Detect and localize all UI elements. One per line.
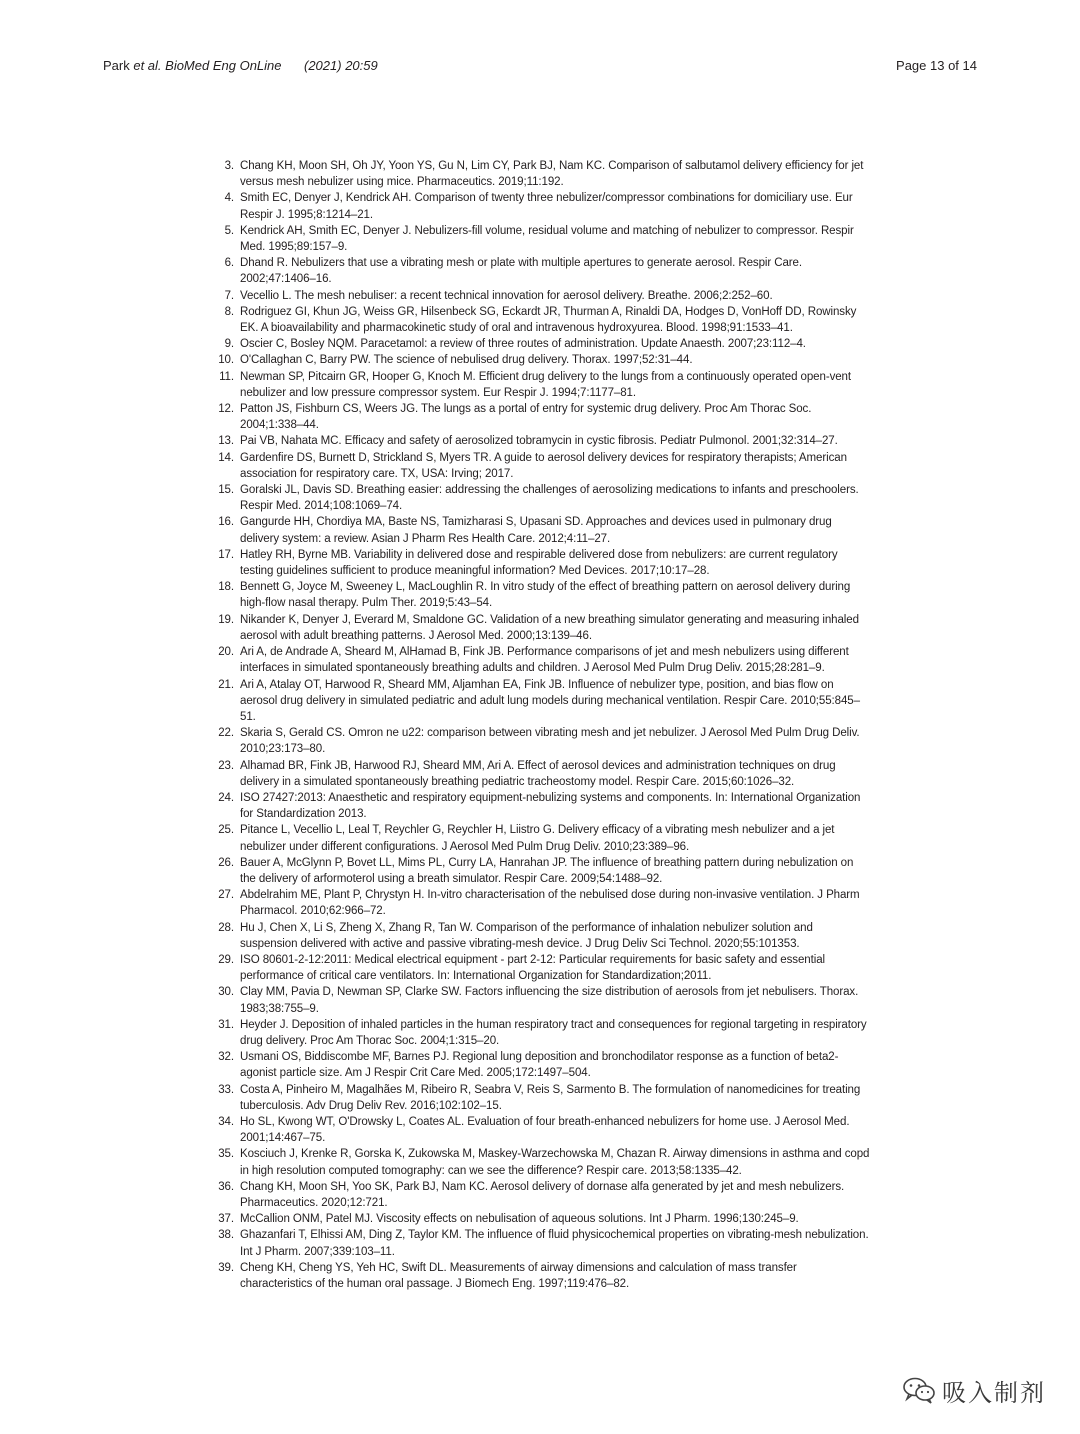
reference-text: O'Callaghan C, Barry PW. The science of nebulised drug delivery. Thorax. 1997;52:31–44. (240, 354, 693, 367)
reference-text: Hu J, Chen X, Li S, Zheng X, Zhang R, Tan W. Comparison of the performance of inhalation nebulizer solution and suspension delivered with active and passive vibrating-mesh device. J Drug Deliv Sci Technol. 2020;55:101353. (240, 921, 813, 950)
reference-item (212, 1082, 872, 1114)
reference-text: Newman SP, Pitcairn GR, Hooper G, Knoch M. Efficient drug delivery to the lungs from a continuously operated open-vent nebulizer and low pressure compressor system. Eur Respir J. 1994;7:1177–81. (240, 370, 851, 399)
reference-text: Kosciuch J, Krenke R, Gorska K, Zukowska M, Maskey-Warzechowska M, Chazan R. Airway dimensions in asthma and copd in high resolution computed tomography: can we see the difference? Respir care. 2013;58:1335–42. (240, 1148, 870, 1177)
reference-item (212, 612, 872, 644)
reference-number: 16. (218, 516, 234, 529)
reference-text: ISO 80601-2-12:2011: Medical electrical equipment - part 2-12: Particular requirements for basic safety and essential performance of critical care ventilators. In: International Organization for Standardization;2011. (240, 953, 825, 983)
reference-item (212, 822, 872, 854)
reference-number: 12. (218, 403, 234, 416)
reference-text: Abdelrahim ME, Plant P, Chrystyn H. In-vitro characterisation of the nebulised dose during non-invasive ventilation. J Pharm Pharmacol. 2010;62:966–72. (240, 889, 860, 918)
reference-text: Hatley RH, Byrne MB. Variability in delivered dose and respirable delivered dose from nebulizers: are current regulatory testing guidelines sufficient to produce meaningful information? Med Devices. 2017;10:17–28. (240, 548, 838, 578)
journal-volume: (2021) 20:59 (304, 58, 378, 73)
reference-item (212, 288, 872, 304)
journal-name: BioMed Eng OnLine (161, 58, 282, 73)
reference-number: 30. (218, 986, 234, 999)
reference-text: Chang KH, Moon SH, Yoo SK, Park BJ, Nam KC. Aerosol delivery of dornase alfa generated by jet and mesh nebulizers. Pharmaceutics. 2020;12:721. (240, 1180, 845, 1209)
reference-text: Costa A, Pinheiro M, Magalhães M, Ribeiro R, Seabra V, Reis S, Sarmento B. The formulation of nanomedicines for treating tuberculosis. Adv Drug Deliv Rev. 2016;102:102–15. (240, 1083, 861, 1112)
reference-item (212, 190, 872, 222)
reference-number: 4. (224, 192, 234, 205)
reference-number: 15. (218, 484, 234, 497)
wechat-icon (902, 1376, 936, 1404)
reference-number: 8. (224, 305, 234, 318)
reference-item (212, 1017, 872, 1049)
reference-text: Ho SL, Kwong WT, O'Drowsky L, Coates AL. Evaluation of four breath-enhanced nebulizers for home use. J Aerosol Med. 2001;14:467–75. (240, 1115, 850, 1145)
reference-text: Dhand R. Nebulizers that use a vibrating mesh or plate with multiple apertures to generate aerosol. Respir Care. 2002;47:1406–16. (240, 257, 802, 286)
reference-text: Oscier C, Bosley NQM. Paracetamol: a review of three routes of administration. Update Anaesth. 2007;23:112–4. (240, 338, 806, 351)
reference-item (212, 223, 872, 255)
reference-text: Chang KH, Moon SH, Oh JY, Yoon YS, Gu N, Lim CY, Park BJ, Nam KC. Comparison of salbutamol delivery efficiency for jet versus mesh nebulizer using mice. Pharmaceutics. 2019;11:192. (240, 160, 864, 189)
reference-number: 36. (218, 1180, 234, 1193)
reference-item (212, 369, 872, 401)
reference-text: Goralski JL, Davis SD. Breathing easier: addressing the challenges of aerosolizing medications to infants and preschoolers. Respir Med. 2014;108:1069–74. (240, 484, 859, 513)
watermark-text: 吸入制剂 (942, 1378, 1046, 1407)
reference-number: 13. (218, 435, 234, 448)
reference-item (212, 1146, 872, 1178)
reference-text: Bauer A, McGlynn P, Bovet LL, Mims PL, Curry LA, Hanrahan JP. The influence of breathing pattern during nebulization on the delivery of arformoterol using a breath simulator. Respir Care. 2009;54:1488–92. (240, 856, 854, 885)
reference-number: 31. (218, 1018, 234, 1031)
reference-item (212, 758, 872, 790)
reference-item (212, 887, 872, 919)
reference-text: McCallion ONM, Patel MJ. Viscosity effects on nebulisation of aqueous solutions. Int J Pharm. 1996;130:245–9. (240, 1213, 799, 1226)
reference-number: 25. (218, 824, 234, 837)
reference-item (212, 579, 872, 611)
reference-item (212, 855, 872, 887)
reference-item (212, 514, 872, 546)
reference-item (212, 984, 872, 1016)
reference-item (212, 1179, 872, 1211)
journal-authors: Park (103, 58, 134, 73)
reference-number: 9. (224, 338, 234, 351)
reference-text: Vecellio L. The mesh nebuliser: a recent technical innovation for aerosol delivery. Breathe. 2006;2:252–60. (240, 289, 773, 302)
reference-item (212, 450, 872, 482)
reference-number: 39. (218, 1261, 234, 1274)
reference-number: 7. (224, 289, 234, 302)
reference-number: 21. (218, 678, 234, 691)
reference-text: Skaria S, Gerald CS. Omron ne u22: comparison between vibrating mesh and jet nebulizer. J Aerosol Med Pulm Drug Deliv. 2010;23:173–80. (240, 727, 860, 756)
watermark (902, 1372, 1046, 1408)
reference-number: 11. (219, 370, 234, 383)
reference-item (212, 336, 872, 352)
reference-number: 32. (218, 1051, 234, 1064)
reference-number: 29. (218, 953, 234, 966)
reference-number: 37. (218, 1213, 234, 1226)
reference-number: 28. (218, 921, 234, 934)
page-header (103, 58, 977, 78)
reference-item (212, 482, 872, 514)
reference-item (212, 1049, 872, 1081)
reference-text: Clay MM, Pavia D, Newman SP, Clarke SW. Factors influencing the size distribution of aerosols from jet nebulisers. Thorax. 1983;38:755–9. (240, 986, 859, 1015)
reference-item (212, 547, 872, 579)
reference-text: Pitance L, Vecellio L, Leal T, Reychler G, Reychler H, Liistro G. Delivery efficacy of a vibrating mesh nebulizer and a jet nebulizer under different configurations. J Aerosol Med Pulm Drug Deliv. 2010;23:389–96. (240, 824, 835, 853)
reference-item (212, 401, 872, 433)
reference-number: 26. (218, 856, 234, 869)
reference-number: 24. (218, 791, 234, 804)
reference-text: Ari A, de Andrade A, Sheard M, AlHamad B, Fink JB. Performance comparisons of jet and mesh nebulizers using different interfaces in simulated spontaneously breathing adults and children. J Aerosol Med Pulm Drug Deliv. 2015;28:281–9. (240, 646, 849, 675)
reference-text: Patton JS, Fishburn CS, Weers JG. The lungs as a portal of entry for systemic drug delivery. Proc Am Thorac Soc. 2004;1:338–44. (240, 403, 812, 432)
reference-item (212, 255, 872, 287)
reference-number: 18. (218, 581, 234, 594)
reference-number: 19. (218, 613, 234, 626)
reference-number: 27. (218, 889, 234, 902)
reference-text: Heyder J. Deposition of inhaled particles in the human respiratory tract and consequences for regional targeting in respiratory drug delivery. Proc Am Thorac Soc. 2004;1:315–20. (240, 1018, 867, 1047)
reference-text: ISO 27427:2013: Anaesthetic and respiratory equipment-nebulizing systems and components. In: International Organization for Standardization 2013. (240, 791, 861, 821)
reference-text: Pai VB, Nahata MC. Efficacy and safety of aerosolized tobramycin in cystic fibrosis. Pediatr Pulmonol. 2001;32:314–27. (240, 435, 838, 448)
reference-item (212, 920, 872, 952)
reference-item (212, 644, 872, 676)
reference-item (212, 1114, 872, 1146)
page-number: Page 13 of 14 (896, 58, 977, 73)
reference-number: 10. (218, 354, 234, 367)
journal-etal: et al. (133, 58, 162, 73)
reference-item (212, 725, 872, 757)
reference-item (212, 433, 872, 449)
reference-item (212, 352, 872, 368)
reference-item (212, 677, 872, 726)
reference-number: 35. (218, 1148, 234, 1161)
reference-number: 34. (218, 1115, 234, 1128)
reference-number: 33. (218, 1083, 234, 1096)
reference-number: 3. (224, 160, 234, 172)
reference-text: Rodriguez GI, Khun JG, Weiss GR, Hilsenbeck SG, Eckardt JR, Thurman A, Rinaldi DA, Hodges D, VonHoff DD, Rowinsky EK. A bioavailability and pharmacokinetic study of oral and intravenous hydroxyurea. Blood. 1998;91:1533–41. (240, 305, 857, 335)
reference-number: 20. (218, 646, 234, 659)
reference-text: Bennett G, Joyce M, Sweeney L, MacLoughlin R. In vitro study of the effect of breathing pattern on aerosol delivery during high-flow nasal therapy. Pulm Ther. 2019;5:43–54. (240, 581, 851, 610)
reference-list (212, 158, 872, 1292)
reference-number: 22. (218, 727, 234, 740)
reference-text: Alhamad BR, Fink JB, Harwood RJ, Sheard MM, Ari A. Effect of aerosol devices and administration techniques on drug delivery in a simulated spontaneously breathing pediatric tracheostomy model. Respir Care. 2015;60:1026–32. (240, 759, 836, 788)
reference-text: Smith EC, Denyer J, Kendrick AH. Comparison of twenty three nebulizer/compressor combinations for domiciliary use. Eur Respir J. 1995;8:1214–21. (240, 192, 853, 221)
reference-text: Usmani OS, Biddiscombe MF, Barnes PJ. Regional lung deposition and bronchodilator response as a function of beta2-agonist particle size. Am J Respir Crit Care Med. 2005;172:1497–504. (240, 1051, 839, 1080)
reference-number: 17. (218, 548, 234, 561)
reference-item (212, 1260, 872, 1292)
reference-number: 38. (218, 1229, 234, 1242)
reference-text: Nikander K, Denyer J, Everard M, Smaldone GC. Validation of a new breathing simulator generating and measuring inhaled aerosol with adult breathing patterns. J Aerosol Med. 2000;13:139–46. (240, 613, 859, 642)
reference-item (212, 790, 872, 822)
reference-number: 6. (224, 257, 234, 270)
reference-number: 14. (218, 451, 234, 464)
reference-text: Gangurde HH, Chordiya MA, Baste NS, Tamizharasi S, Upasani SD. Approaches and devices used in pulmonary drug delivery system: a review. Asian J Pharm Res Health Care. 2012;4:11–27. (240, 516, 832, 545)
reference-item (212, 952, 872, 984)
reference-number: 5. (224, 224, 234, 237)
reference-item (212, 158, 872, 190)
journal-citation (103, 58, 282, 73)
reference-number: 23. (218, 759, 234, 772)
reference-item (212, 304, 872, 336)
reference-item (212, 1211, 872, 1227)
reference-text: Cheng KH, Cheng YS, Yeh HC, Swift DL. Measurements of airway dimensions and calculation of mass transfer characteristics of the human oral passage. J Biomech Eng. 1997;119:476–82. (240, 1261, 797, 1291)
reference-text: Ari A, Atalay OT, Harwood R, Sheard MM, Aljamhan EA, Fink JB. Influence of nebulizer type, position, and bias flow on aerosol drug delivery in simulated pediatric and adult lung models during mechanical ventilation. Respir Care. 2010;55:845–51. (240, 678, 860, 723)
reference-text: Gardenfire DS, Burnett D, Strickland S, Myers TR. A guide to aerosol delivery devices for respiratory therapists; American association for respiratory care. TX, USA: Irving; 2017. (240, 451, 847, 480)
reference-item (212, 1227, 872, 1259)
reference-text: Kendrick AH, Smith EC, Denyer J. Nebulizers-fill volume, residual volume and matching of nebulizer to compressor. Respir Med. 1995;89:157–9. (240, 224, 854, 254)
reference-text: Ghazanfari T, Elhissi AM, Ding Z, Taylor KM. The influence of fluid physicochemical properties on vibrating-mesh nebulization. Int J Pharm. 2007;339:103–11. (240, 1229, 869, 1258)
